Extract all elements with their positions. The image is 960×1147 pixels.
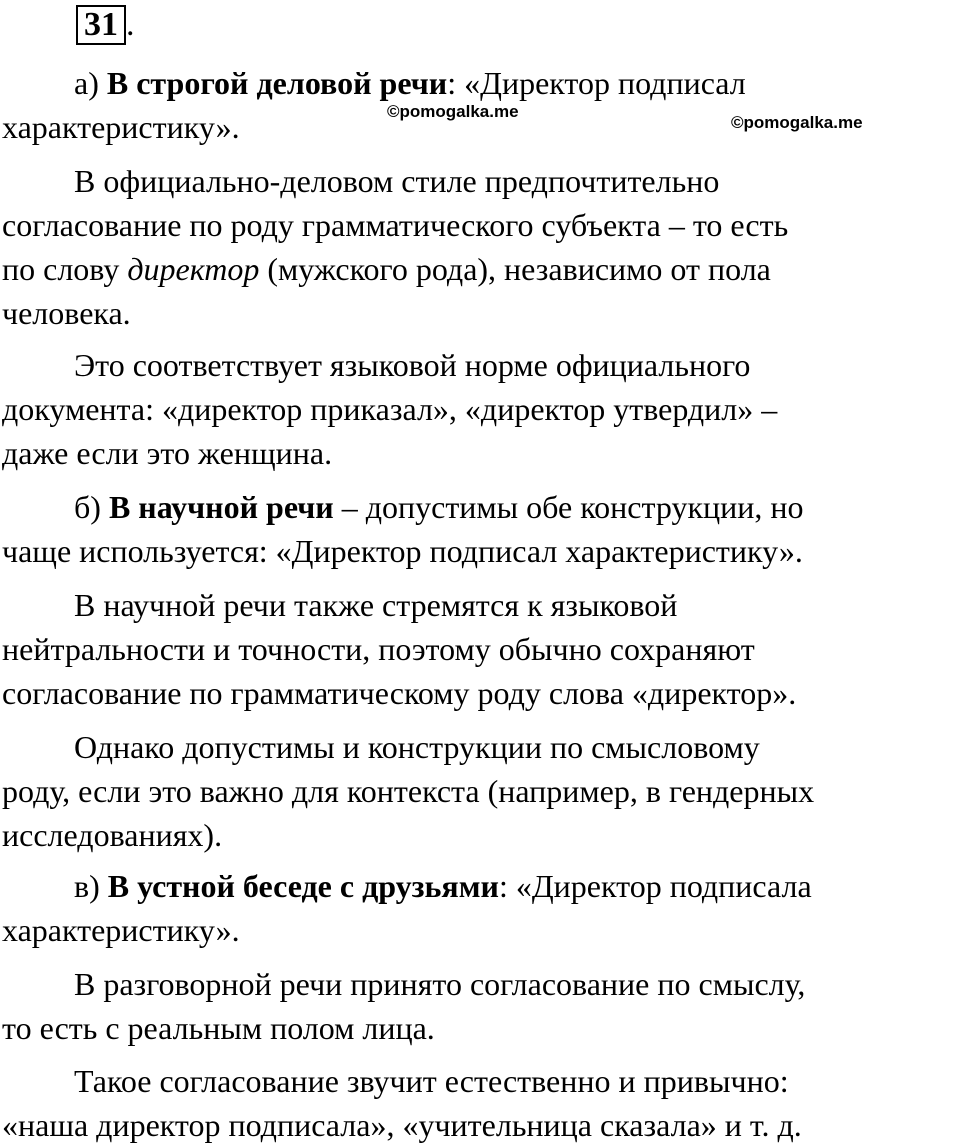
- body-text: согласование по грамматическому роду слова «директор».: [2, 675, 797, 711]
- body-text: (мужского рода), независимо от пола: [259, 251, 771, 287]
- body-text: В разговорной речи принято согласование по смыслу,: [74, 966, 806, 1002]
- body-text: : «Директор подписал: [447, 65, 746, 101]
- body-text: б): [74, 489, 109, 525]
- paragraph: [2, 864, 958, 952]
- body-text: человека.: [2, 295, 131, 331]
- paragraph: [2, 962, 958, 1050]
- watermark-1: ©pomogalka.me: [387, 102, 519, 121]
- body-text: характеристику».: [2, 912, 240, 948]
- body-text: Однако допустимы и конструкции по смысловому: [74, 729, 760, 765]
- body-text: характеристику».: [2, 109, 240, 145]
- body-text: исследованиях).: [2, 817, 223, 853]
- paragraph: [2, 343, 958, 475]
- body-text: чаще используется: «Директор подписал характеристику».: [2, 533, 803, 569]
- body-text: даже если это женщина.: [2, 435, 333, 471]
- body-text: : «Директор подписала: [498, 868, 812, 904]
- watermark-2: ©pomogalka.me: [731, 113, 863, 132]
- body-text: В официально-деловом стиле предпочтительно: [74, 163, 720, 199]
- body-text: нейтральности и точности, поэтому обычно сохраняют: [2, 631, 755, 667]
- task-number-dot: .: [126, 6, 135, 43]
- bold-heading-text: В строгой деловой речи: [106, 65, 448, 101]
- bold-heading-text: В устной беседе с друзьями: [107, 868, 499, 904]
- body-text: по слову: [2, 251, 128, 287]
- paragraph: [2, 725, 958, 857]
- paragraph: [2, 61, 958, 149]
- body-text: Такое согласование звучит естественно и привычно:: [74, 1063, 789, 1099]
- body-text: в): [74, 868, 108, 904]
- paragraph: [2, 583, 958, 715]
- paragraph: [2, 159, 958, 335]
- body-text: то есть с реальным полом лица.: [2, 1010, 435, 1046]
- body-text: «наша директор подписала», «учительница сказала» и т. д.: [2, 1107, 802, 1143]
- task-number-label: [76, 5, 135, 43]
- body-text: документа: «директор приказал», «директор утвердил» –: [2, 391, 778, 427]
- body-text: согласование по роду грамматического субъекта – то есть: [2, 207, 789, 243]
- paragraph: [2, 485, 958, 573]
- body-text: – допустимы обе конструкции, но: [333, 489, 804, 525]
- italic-term-text: директор: [127, 251, 260, 287]
- task-number-box: 31: [76, 5, 126, 45]
- body-text: Это соответствует языковой норме официального: [74, 347, 751, 383]
- body-text: В научной речи также стремятся к языковой: [74, 587, 678, 623]
- body-text: а): [74, 65, 107, 101]
- bold-heading-text: В научной речи: [108, 489, 334, 525]
- paragraph: [2, 1059, 958, 1147]
- body-text: роду, если это важно для контекста (например, в гендерных: [2, 773, 815, 809]
